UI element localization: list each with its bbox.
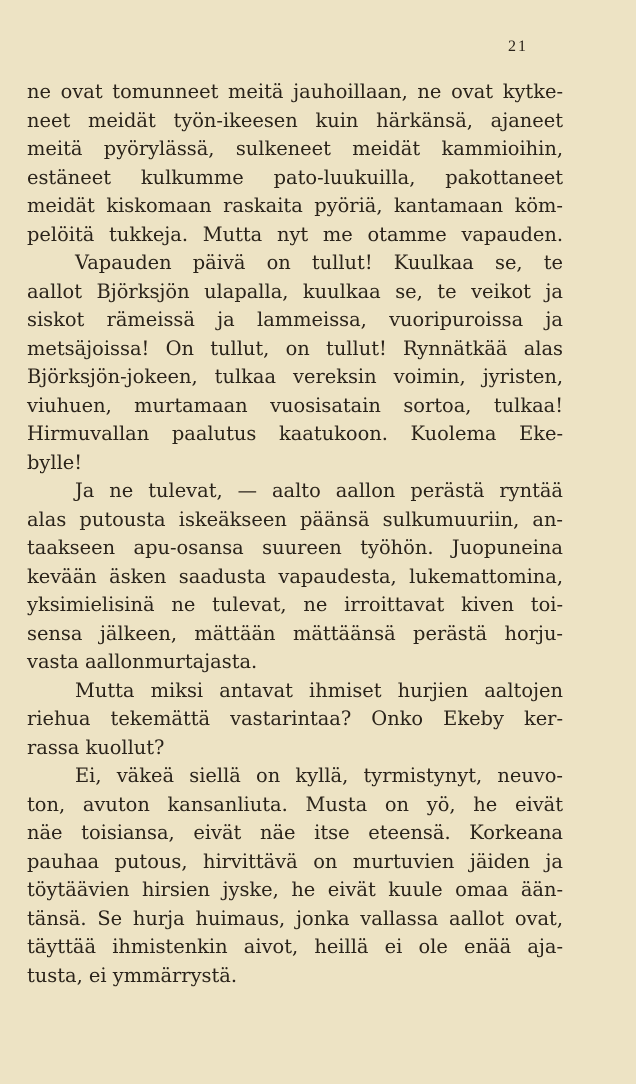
- text-line: pauhaa putous, hirvittävä on murtuvien jäiden ja: [27, 849, 563, 873]
- text-line: Ja ne tulevat, — aalto aallon perästä ryntää: [75, 479, 563, 502]
- page-number: 21: [508, 38, 528, 55]
- text-line: Hirmuvallan paalutus kaatukoon. Kuolema Eke-: [27, 422, 563, 445]
- text-line: sensa jälkeen, mättään mättäänsä perästä horju-: [27, 621, 563, 645]
- text-line: tänsä. Se hurja huimaus, jonka vallassa aallot ovat,: [27, 906, 563, 930]
- text-line: Björksjön-jokeen, tulkaa vereksin voimin, jyristen,: [27, 365, 563, 388]
- text-line: tusta, ei ymmärrystä.: [27, 963, 238, 987]
- text-line: Mutta miksi antavat ihmiset hurjien aaltojen: [75, 678, 563, 702]
- text-line: meitä pyörylässä, sulkeneet meidät kammioihin,: [27, 137, 563, 160]
- text-line: täyttää ihmistenkin aivot, heillä ei ole enää aja-: [27, 935, 563, 958]
- text-line: rassa kuollut?: [27, 735, 165, 759]
- text-line: kevään äsken saadusta vapaudesta, lukemattomina,: [27, 564, 563, 588]
- text-line: Vapauden päivä on tullut! Kuulkaa se, te: [75, 251, 563, 274]
- text-line: alas putousta iskeäkseen päänsä sulkumuuriin, an-: [27, 507, 563, 531]
- text-line: yksimielisinä ne tulevat, ne irroittavat kiven toi-: [27, 593, 563, 616]
- text-line: metsäjoissa! On tullut, on tullut! Rynnätkää alas: [27, 336, 563, 360]
- text-line: vasta aallonmurtajasta.: [27, 650, 258, 673]
- text-line: näe toisiansa, eivät näe itse eteensä. Korkeana: [27, 821, 563, 844]
- text-line: ton, avuton kansanliuta. Musta on yö, he eivät: [27, 792, 563, 816]
- text-line: pelöitä tukkeja. Mutta nyt me otamme vapauden.: [27, 222, 563, 246]
- text-line: töytäävien hirsien jyske, he eivät kuule omaa ään-: [27, 878, 563, 901]
- text-line: estäneet kulkumme pato-luukuilla, pakottaneet: [27, 165, 563, 189]
- text-line: ne ovat tomunneet meitä jauhoillaan, ne ovat kytke-: [27, 80, 563, 103]
- text-line: Ei, väkeä siellä on kyllä, tyrmistynyt, neuvo-: [75, 764, 563, 787]
- text-line: riehua tekemättä vastarintaa? Onko Ekeby ker-: [27, 707, 563, 730]
- text-line: aallot Björksjön ulapalla, kuulkaa se, te veikot ja: [27, 279, 563, 303]
- text-line: meidät kiskomaan raskaita pyöriä, kantamaan köm-: [27, 194, 563, 217]
- body-text: [27, 78, 563, 990]
- text-line: bylle!: [27, 450, 83, 474]
- text-line: neet meidät työn-ikeesen kuin härkänsä, ajaneet: [27, 108, 563, 132]
- text-line: siskot rämeissä ja lammeissa, vuoripuroissa ja: [27, 308, 563, 331]
- text-line: viuhuen, murtamaan vuosisatain sortoa, tulkaa!: [27, 393, 563, 417]
- text-line: taakseen apu-osansa suureen työhön. Juopuneina: [27, 536, 563, 559]
